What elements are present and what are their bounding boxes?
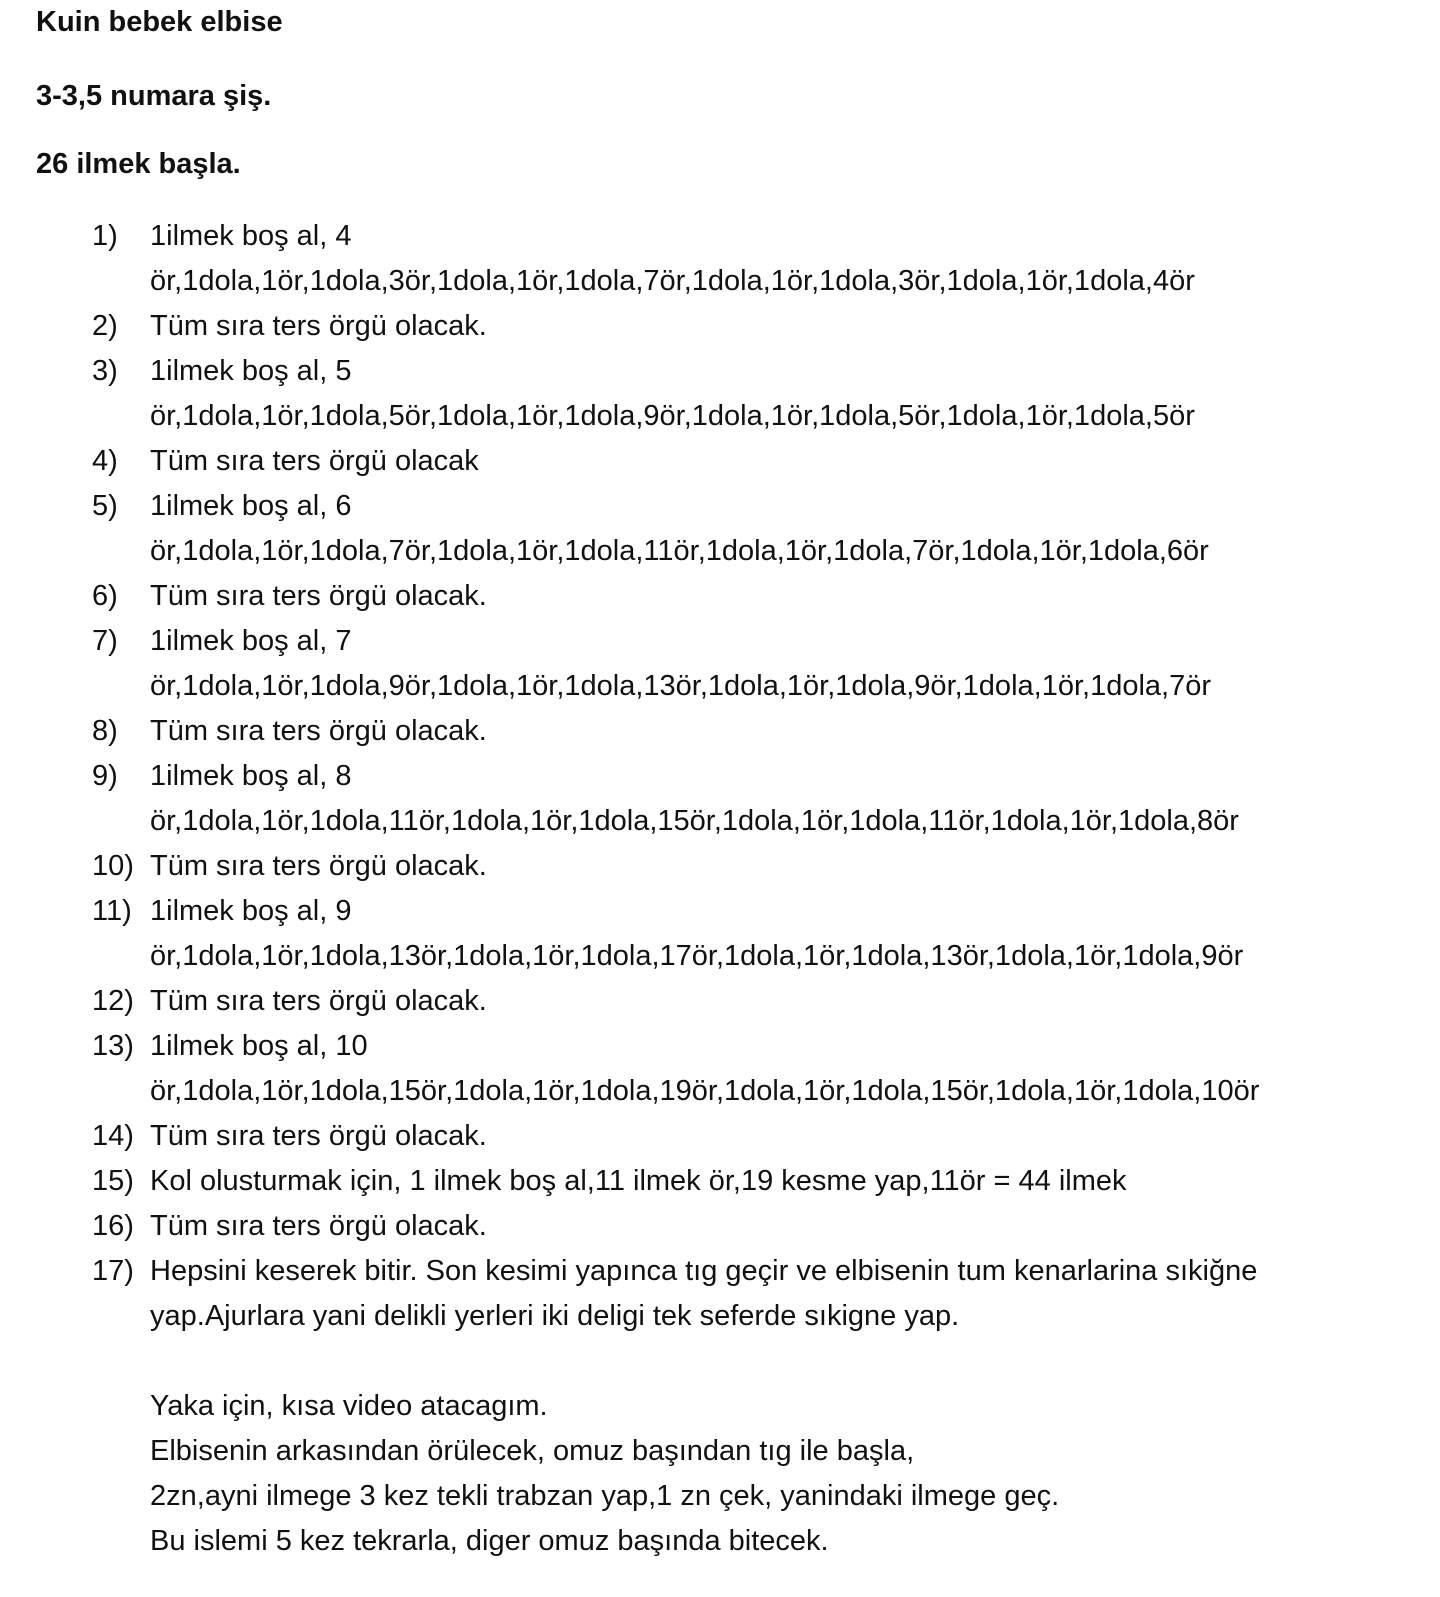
step-text <box>150 1204 1415 1249</box>
step-line: ör,1dola,1ör,1dola,13ör,1dola,1ör,1dola,17ör,1dola,1ör,1dola,13ör,1dola,1ör,1dola,9ör <box>150 940 1244 972</box>
step-item <box>0 619 1440 709</box>
step-item <box>0 1204 1440 1249</box>
step-item <box>0 439 1440 484</box>
step-line: Tüm sıra ters örgü olacak. <box>150 310 487 342</box>
pattern-title: Kuin bebek elbise <box>36 6 283 38</box>
collar-notes <box>150 1384 1410 1564</box>
steps-list <box>0 214 1440 1339</box>
step-line: Tüm sıra ters örgü olacak. <box>150 715 487 747</box>
step-number: 8) <box>92 715 118 747</box>
step-line: 1ilmek boş al, 10 <box>150 1030 368 1062</box>
step-line: ör,1dola,1ör,1dola,3ör,1dola,1ör,1dola,7ör,1dola,1ör,1dola,3ör,1dola,1ör,1dola,4ör <box>150 265 1195 297</box>
step-line: Tüm sıra ters örgü olacak <box>150 445 479 477</box>
step-number: 13) <box>92 1030 134 1062</box>
step-text <box>150 844 1415 889</box>
step-text <box>150 484 1415 574</box>
note-line: 2zn,ayni ilmege 3 kez tekli trabzan yap,1 zn çek, yanindaki ilmege geç. <box>150 1480 1060 1512</box>
step-line: Tüm sıra ters örgü olacak. <box>150 850 487 882</box>
step-text <box>150 1024 1415 1114</box>
step-text <box>150 1249 1415 1339</box>
step-line: 1ilmek boş al, 9 <box>150 895 352 927</box>
step-text <box>150 889 1415 979</box>
step-number: 16) <box>92 1210 134 1242</box>
step-line: 1ilmek boş al, 6 <box>150 490 352 522</box>
step-line: yap.Ajurlara yani delikli yerleri iki deligi tek seferde sıkigne yap. <box>150 1300 960 1332</box>
step-text <box>150 574 1415 619</box>
step-number: 4) <box>92 445 118 477</box>
step-item <box>0 1159 1440 1204</box>
step-number: 6) <box>92 580 118 612</box>
step-number: 17) <box>92 1255 134 1287</box>
step-line: Tüm sıra ters örgü olacak. <box>150 1120 487 1152</box>
step-item <box>0 1114 1440 1159</box>
step-line: 1ilmek boş al, 7 <box>150 625 352 657</box>
step-item <box>0 574 1440 619</box>
note-line: Yaka için, kısa video atacagım. <box>150 1390 548 1422</box>
step-line: ör,1dola,1ör,1dola,11ör,1dola,1ör,1dola,15ör,1dola,1ör,1dola,11ör,1dola,1ör,1dola,8ör <box>150 805 1239 837</box>
note-line: Bu islemi 5 kez tekrarla, diger omuz başında bitecek. <box>150 1525 829 1557</box>
step-text <box>150 1159 1415 1204</box>
step-line: Kol olusturmak için, 1 ilmek boş al,11 ilmek ör,19 kesme yap,11ör = 44 ilmek <box>150 1165 1127 1197</box>
step-text <box>150 619 1415 709</box>
step-number: 14) <box>92 1120 134 1152</box>
step-text <box>150 979 1415 1024</box>
step-text <box>150 754 1415 844</box>
step-line: ör,1dola,1ör,1dola,5ör,1dola,1ör,1dola,9ör,1dola,1ör,1dola,5ör,1dola,1ör,1dola,5ör <box>150 400 1195 432</box>
step-item <box>0 304 1440 349</box>
step-item <box>0 1249 1440 1339</box>
step-number: 9) <box>92 760 118 792</box>
step-line: Tüm sıra ters örgü olacak. <box>150 985 487 1017</box>
step-item <box>0 214 1440 304</box>
step-text <box>150 214 1415 304</box>
step-line: ör,1dola,1ör,1dola,7ör,1dola,1ör,1dola,11ör,1dola,1ör,1dola,7ör,1dola,1ör,1dola,6ör <box>150 535 1209 567</box>
step-number: 10) <box>92 850 134 882</box>
cast-on-instruction: 26 ilmek başla. <box>36 148 241 180</box>
step-line: 1ilmek boş al, 5 <box>150 355 352 387</box>
step-number: 3) <box>92 355 118 387</box>
step-item <box>0 1024 1440 1114</box>
step-line: ör,1dola,1ör,1dola,9ör,1dola,1ör,1dola,13ör,1dola,1ör,1dola,9ör,1dola,1ör,1dola,7ör <box>150 670 1211 702</box>
step-number: 1) <box>92 220 118 252</box>
step-line: ör,1dola,1ör,1dola,15ör,1dola,1ör,1dola,19ör,1dola,1ör,1dola,15ör,1dola,1ör,1dola,10ör <box>150 1075 1260 1107</box>
step-item <box>0 349 1440 439</box>
step-text <box>150 1114 1415 1159</box>
step-item <box>0 844 1440 889</box>
step-text <box>150 349 1415 439</box>
step-line: 1ilmek boş al, 8 <box>150 760 352 792</box>
step-number: 11) <box>92 895 132 927</box>
step-line: Tüm sıra ters örgü olacak. <box>150 1210 487 1242</box>
step-number: 7) <box>92 625 118 657</box>
step-number: 12) <box>92 985 134 1017</box>
step-line: 1ilmek boş al, 4 <box>150 220 352 252</box>
step-item <box>0 979 1440 1024</box>
step-item <box>0 754 1440 844</box>
step-number: 15) <box>92 1165 134 1197</box>
step-number: 5) <box>92 490 118 522</box>
needle-size: 3-3,5 numara şiş. <box>36 80 272 112</box>
step-text <box>150 439 1415 484</box>
step-line: Tüm sıra ters örgü olacak. <box>150 580 487 612</box>
step-item <box>0 709 1440 754</box>
step-text <box>150 304 1415 349</box>
step-line: Hepsini keserek bitir. Son kesimi yapınca tıg geçir ve elbisenin tum kenarlarina sıkiğne <box>150 1255 1258 1287</box>
step-item <box>0 484 1440 574</box>
step-number: 2) <box>92 310 118 342</box>
step-item <box>0 889 1440 979</box>
step-text <box>150 709 1415 754</box>
note-line: Elbisenin arkasından örülecek, omuz başından tıg ile başla, <box>150 1435 915 1467</box>
